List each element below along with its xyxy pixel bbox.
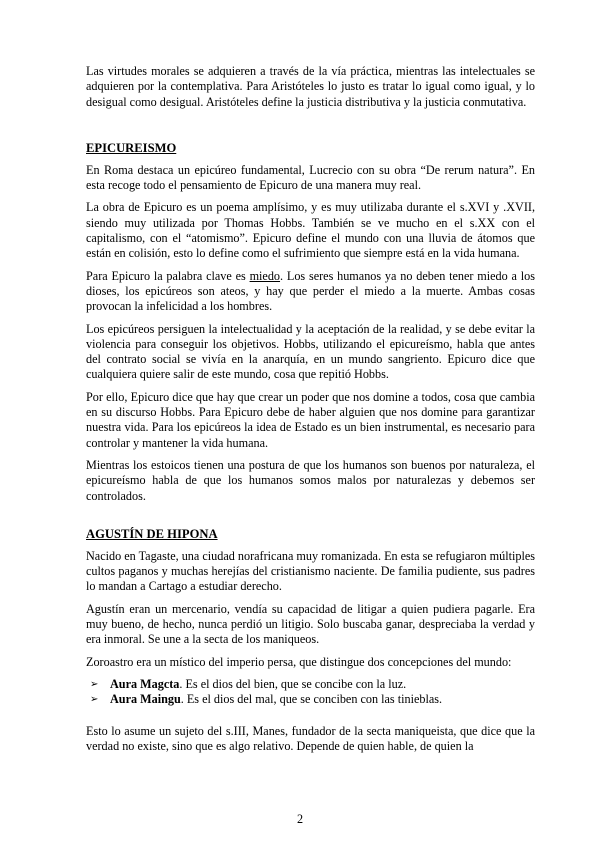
paragraph: Esto lo asume un sujeto del s.III, Manes, fundador de la secta maniqueista, que dice que la verdad no existe, sino que es algo relativo. Depende de quien hable, de quien la — [86, 723, 535, 753]
bullet-item — [90, 676, 535, 692]
intro-paragraph: Las virtudes morales se adquieren a través de la vía práctica, mientras las intelectuales se adquieren por la contemplativa. Para Aristóteles lo justo es tratar lo igual como igual, y lo desigual como desigual. Aristóteles define la justicia distributiva y la justicia conmutativa. — [86, 64, 535, 109]
bullet-term: Aura Maingu — [110, 692, 181, 707]
text-run: Para Epicuro la palabra clave es — [86, 268, 250, 283]
bullet-text: . Es el dios del bien, que se concibe con la luz. — [179, 676, 407, 691]
paragraph: Nacido en Tagaste, una ciudad norafricana muy romanizada. En esta se refugiaron múltiples cultos paganos y muchas herejías del cristianismo naciente. De familia pudiente, sus padres lo mandan a Cartago a estudiar derecho. — [86, 548, 536, 594]
paragraph: Por ello, Epicuro dice que hay que crear un poder que nos domine a todos, cosa que cambia en su discurso Hobbs. Para Epicuro debe de haber alguien que nos domine para garantizar nuestra vida. Para los epicúreos la idea de Estado es un bien instrumental, es necesario para controlar y mantener la vida humana. — [86, 389, 535, 450]
arrow-right-icon: ➢ — [90, 678, 99, 690]
section-heading-agustin: AGUSTÍN DE HIPONA — [86, 526, 218, 541]
paragraph: Mientras los estoicos tienen una postura de que los humanos son buenos por naturaleza, el epicureísmo habla de que los humanos somos malos por naturalezas y debemos ser controlados. — [86, 457, 535, 503]
arrow-right-icon: ➢ — [90, 694, 99, 706]
keyword-underlined: miedo — [249, 268, 281, 283]
bullet-text: . Es el dios del mal, que se conciben con las tinieblas. — [180, 692, 443, 707]
paragraph: La obra de Epicuro es un poema amplísimo, y es muy utilizaba durante el s.XVI y .XVII, siendo muy utilizada por Thomas Hobbs. También se ve mucho en el s.XX con el capitalismo, con el “atomismo”. Epicuro define el mundo con una lluvia de átomos que están en colisión, esto lo define como el sufrimiento que siempre está en la vida humana. — [86, 200, 535, 261]
paragraph: Los epicúreos persiguen la intelectualidad y la aceptación de la realidad, y se debe evitar la violencia para conseguir los objetivos. Hobbs, utilizando el epicureísmo, habla que antes del contrato social se vivía en la anarquía, en un mundo sangriento. Epicuro dice que cualquiera quiere salir de este mundo, cosa que repitió Hobbs. — [86, 321, 535, 382]
page-content — [86, 64, 535, 761]
bullet-item — [90, 692, 535, 707]
paragraph: En Roma destaca un epicúreo fundamental, Lucrecio con su obra “De rerum natura”. En esta recoge todo el pensamiento de Epicuro de una manera muy real. — [86, 162, 535, 193]
page-number: 2 — [296, 812, 304, 826]
paragraph — [86, 269, 535, 315]
text-run: . Los seres humanos ya no deben tener miedo a los dioses, los epicúreos son ateos, y hay que perder el miedo a la muerte. Ambas cosas provocan la infelicidad a los hombres. — [86, 268, 535, 314]
section-heading-epicureismo: EPICUREISMO — [86, 140, 177, 155]
section-spacer — [86, 117, 535, 140]
section-spacer — [86, 511, 535, 526]
paragraph: Agustín eran un mercenario, vendía su capacidad de litigar a quien pudiera pagarle. Era muy bueno, de hecho, nunca perdió un litigio. Solo buscaba ganar, despreciaba la verdad y era inmoral. Se une a la secta de los maniqueos. — [86, 601, 535, 647]
bullet-list — [86, 677, 535, 708]
bullet-term: Aura Magcta — [110, 676, 180, 691]
paragraph: Zoroastro era un místico del imperio persa, que distingue dos concepciones del mundo: — [86, 654, 512, 669]
